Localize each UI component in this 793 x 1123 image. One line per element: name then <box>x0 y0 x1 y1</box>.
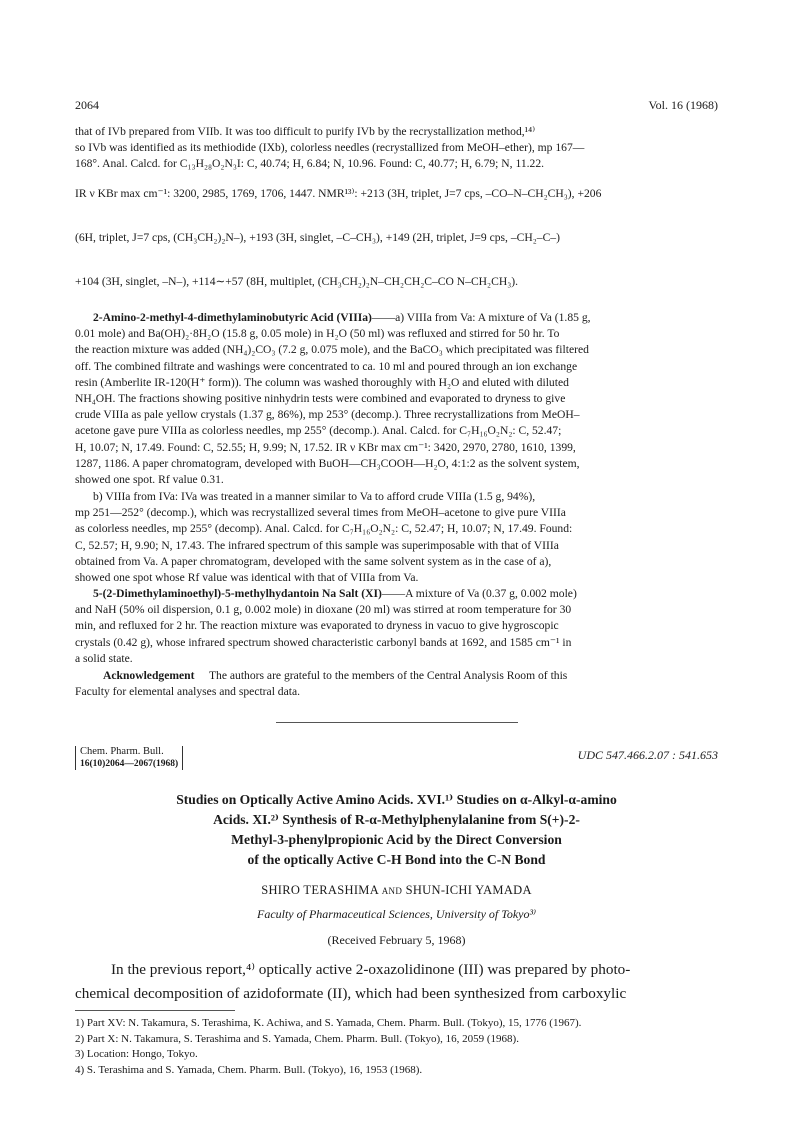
text-line: as colorless needles, mp 255° (decomp). Anal. Calcd. for C₇H₁₆O₂N₂: C, 52.47; H, 10.07; N, 17.49. Found: <box>75 522 573 536</box>
text-line: showed one spot. Rf value 0.31. <box>75 473 224 487</box>
page-number: 2064 <box>75 98 99 112</box>
text-line: In the previous report,⁴⁾ optically active 2-oxazolidinone (III) was prepared by photo- <box>111 961 631 978</box>
text-line: and NaH (50% oil dispersion, 0.1 g, 0.002 mole) in dioxane (20 ml) was stirred at room temperature for 30 <box>75 603 572 617</box>
nmr-line: IR ν KBr max cm⁻¹: 3200, 2985, 1769, 1706, 1447. NMR¹³⁾: +213 (3H, triplet, J=7 cps, –CO–N–CH₂CH₃), +206 <box>75 187 602 200</box>
authors: SHIRO TERASHIMA and SHUN-ICHI YAMADA <box>261 883 532 897</box>
acknowledgement <box>75 668 705 700</box>
text-line: C, 52.57; H, 9.90; N, 17.43. The infrared spectrum of this sample was superimposable with that of VIIIa <box>75 538 559 552</box>
udc-code: UDC 547.466.2.07 : 541.653 <box>577 748 718 762</box>
text-line: the reaction mixture was added (NH₄)₂CO₃ (7.2 g, 0.075 mole), and the BaCO₃ which precipitated was filtered <box>75 343 589 357</box>
text-line: 168°. Anal. Calcd. for C₁₃H₂₈O₂N₃I: C, 40.74; H, 6.84; N, 10.96. Found: C, 40.77; H, 6.79; N, 11.22. <box>75 157 545 171</box>
section-viiia-a <box>75 310 705 488</box>
nmr-line: +104 (3H, singlet, –N–), +114∼+57 (8H, multiplet, (CH₃CH₂)₂N–CH₂CH₂C–CO N–CH₂CH₃). <box>75 275 519 288</box>
title-line: of the optically Active C-H Bond into the C-N Bond <box>247 852 546 867</box>
section-heading: 5-(2-Dimethylaminoethyl)-5-methylhydantoin Na Salt (XI) <box>93 587 382 600</box>
text-line: H, 10.07; N, 17.49. Found: C, 52.55; H, 9.99; N, 17.52. IR ν KBr max cm⁻¹: 3420, 2970, 2780, 1610, 1399, <box>75 440 576 454</box>
nmr-line: (6H, triplet, J=7 cps, (CH₃CH₂)₂N–), +193 (3H, singlet, –C–CH₃), +149 (2H, triplet, J=9 cps, –CH₂–C–) <box>75 231 560 244</box>
section-viiia-b <box>75 489 705 586</box>
text-line: b) VIIIa from IVa: IVa was treated in a manner similar to Va to afford crude VIIIa (1.5 g, 94%), <box>93 490 536 503</box>
text-line: acetone gave pure VIIIa as colorless needles, mp 255° (decomp.). Anal. Calcd. for C₇H₁₆O₂N₂: C, 52.47; <box>75 424 562 438</box>
text-line: that of IVb prepared from VIIb. It was too difficult to purify IVb by the recrystallization method,¹⁴⁾ <box>75 125 536 138</box>
text-line: crude VIIIa as pale yellow crystals (1.37 g, 86%), mp 253° (decomp.). Three recrystallizations from MeOH– <box>75 408 580 422</box>
journal-citation: 16(10)2064—2067(1968) <box>80 759 179 769</box>
text-line: so IVb was identified as its methiodide (IXb), colorless needles (recrystallized from MeOH–ether), mp 167— <box>75 141 585 155</box>
text-line: showed one spot whose Rf value was identical with that of VIIIa from Va. <box>75 571 419 585</box>
received-date: (Received February 5, 1968) <box>327 933 466 947</box>
footnote: 3) Location: Hongo, Tokyo. <box>75 1048 198 1060</box>
footnote: 2) Part X: N. Takamura, S. Terashima and S. Yamada, Chem. Pharm. Bull. (Tokyo), 16, 2059 (1968). <box>75 1032 519 1045</box>
journal-name: Chem. Pharm. Bull. <box>80 746 164 757</box>
section-divider <box>276 722 518 723</box>
text-line: The authors are grateful to the members of the Central Analysis Room of this <box>208 669 568 682</box>
nmr-block <box>75 186 705 290</box>
text-line: mp 251—252° (decomp.), which was recrystallized several times from MeOH–acetone to give pure VIIIa <box>75 506 566 520</box>
text-line: Faculty for elemental analyses and spectral data. <box>75 685 301 699</box>
journal-reference <box>75 746 183 770</box>
section-xi <box>75 586 705 667</box>
acknowledgement-heading: Acknowledgement <box>103 669 195 682</box>
text-line: resin (Amberlite IR-120(H⁺ form)). The column was washed thoroughly with H₂O and eluted with diluted <box>75 375 569 389</box>
affiliation: Faculty of Pharmaceutical Sciences, University of Tokyo³⁾ <box>256 907 537 921</box>
text-line: crystals (0.42 g), whose infrared spectrum showed characteristic carbonyl bands at 1692, and 1585 cm⁻¹ in <box>75 635 572 649</box>
footnote: 4) S. Terashima and S. Yamada, Chem. Pharm. Bull. (Tokyo), 16, 1953 (1968). <box>75 1063 423 1076</box>
text-line: 1287, 1186. A paper chromatogram, developed with BuOH—CH₃COOH—H₂O, 4:1:2 as the solvent system, <box>75 456 580 470</box>
section-heading: 2-Amino-2-methyl-4-dimethylaminobutyric Acid (VIIIa) <box>93 311 372 324</box>
title-line: Studies on Optically Active Amino Acids. XVI.¹⁾ Studies on α-Alkyl-α-amino <box>176 792 617 807</box>
intro-paragraph <box>75 958 718 1006</box>
title-line: Methyl-3-phenylpropionic Acid by the Direct Conversion <box>231 832 562 847</box>
footnotes <box>75 1016 715 1078</box>
text-line: ——a) VIIIa from Va: A mixture of Va (1.85 g, <box>371 311 591 324</box>
text-line: ——A mixture of Va (0.37 g, 0.002 mole) <box>381 587 577 600</box>
text-line: NH₄OH. The fractions showing positive ninhydrin tests were combined and evaporated to dryness to give <box>75 392 566 406</box>
footnote-rule <box>75 1010 235 1011</box>
article-title <box>80 790 713 870</box>
continued-paragraph <box>75 124 705 173</box>
title-line: Acids. XI.²⁾ Synthesis of R-α-Methylphenylalanine from S(+)-2- <box>213 812 580 827</box>
footnote: 1) Part XV: N. Takamura, S. Terashima, K. Achiwa, and S. Yamada, Chem. Pharm. Bull. (Tokyo), 15, 1776 (1967). <box>75 1017 582 1029</box>
text-line: off. The combined filtrate and washings were concentrated to ca. 10 ml and poured through an ion exchange <box>75 359 578 373</box>
text-line: min, and refluxed for 2 hr. The reaction mixture was evaporated to dryness in vacuo to give hygroscopic <box>75 619 559 633</box>
text-line: 0.01 mole) and Ba(OH)₂·8H₂O (15.8 g, 0.05 mole) in H₂O (50 ml) was refluxed and stirred for 50 hr. To <box>75 327 560 341</box>
text-line: a solid state. <box>75 651 133 665</box>
text-line: chemical decomposition of azidoformate (II), which had been synthesized from carboxylic <box>75 985 627 1002</box>
text-line: obtained from Va. A paper chromatogram, developed with the same solvent system as in the case of a), <box>75 554 552 568</box>
volume-label: Vol. 16 (1968) <box>648 98 718 112</box>
